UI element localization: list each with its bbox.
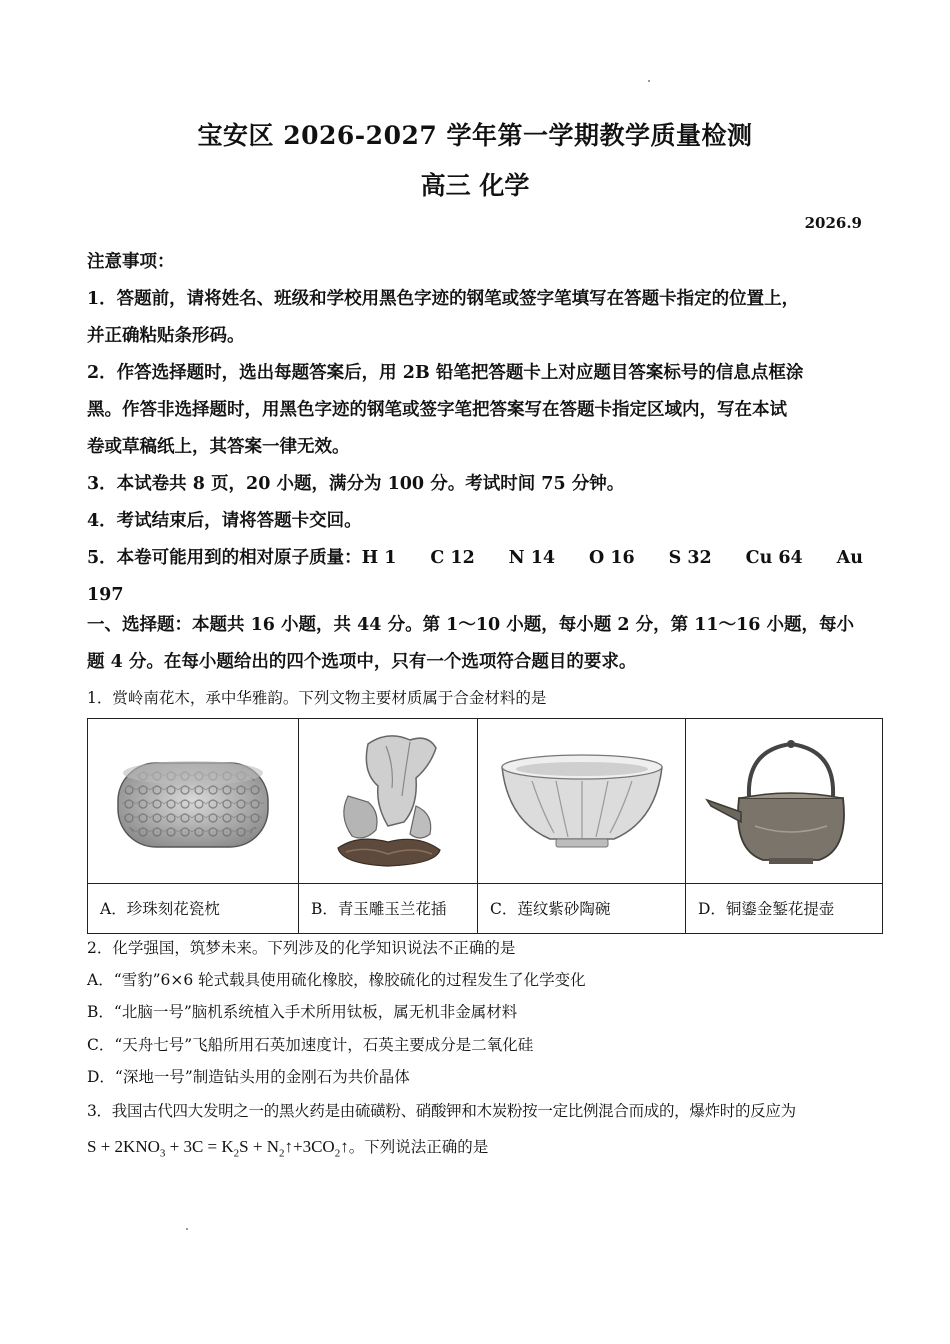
gilt-bronze-teapot-image xyxy=(686,719,882,883)
question-1-stem: 1．赏岭南花木，承中华雅韵。下列文物主要材质属于合金材料的是 xyxy=(87,689,547,707)
atom-mass: O 16 xyxy=(589,548,635,568)
section-heading xyxy=(87,607,863,681)
option-b-label: B．青玉雕玉兰花插 xyxy=(299,883,477,934)
jade-vase-image xyxy=(299,719,477,883)
gunpowder-equation: $S + 2KNO_3 + 3C = K_2S$ + $N_2↑+3CO_2↑$。下列说法正确的是 xyxy=(87,1137,489,1160)
question-3-stem: 3．我国古代四大发明之一的黑火药是由硫磺粉、硝酸钾和木炭粉按一定比例混合而成的，爆炸时的反应为 xyxy=(87,1102,796,1120)
note-4: 4．考试结束后，请将答题卡交回。 xyxy=(87,511,362,531)
option-b-cell[interactable] xyxy=(299,719,478,933)
question-2-option-d: D．“深地一号”制造钻头用的金刚石为共价晶体 xyxy=(87,1068,410,1086)
atom-mass: Cu 64 xyxy=(745,548,803,568)
scan-speck xyxy=(648,80,650,82)
note-2c: 卷或草稿纸上，其答案一律无效。 xyxy=(87,437,350,457)
note-2a: 2．作答选择题时，选出每题答案后，用 2B 铅笔把答题卡上对应题目答案标号的信息点框涂 xyxy=(87,363,804,383)
note-3: 3．本试卷共 8 页，20 小题，满分为 100 分。考试时间 75 分钟。 xyxy=(87,474,625,494)
question-2-stem: 2．化学强国，筑梦未来。下列涉及的化学知识说法不正确的是 xyxy=(87,939,516,957)
option-c-cell[interactable] xyxy=(478,719,686,933)
atom-mass: N 14 xyxy=(508,548,556,568)
exam-date: 2026.9 xyxy=(804,214,862,232)
question-2-option-b: B．“北脑一号”脑机系统植入手术所用钛板，属无机非金属材料 xyxy=(87,1003,518,1021)
question-2-option-a: A．“雪豹”6×6 轮式载具使用硫化橡胶，橡胶硫化的过程发生了化学变化 xyxy=(87,971,586,989)
note-5-prefix: 5．本卷可能用到的相对原子质量：H 1 xyxy=(87,548,397,568)
exam-title: 宝安区 2026-2027 学年第一学期教学质量检测 xyxy=(197,121,753,150)
lotus-bowl-image xyxy=(478,719,685,883)
notes-heading: 注意事项： xyxy=(87,252,175,272)
atom-mass: S 32 xyxy=(668,548,712,568)
porcelain-pillow-image xyxy=(88,719,298,883)
section-line-2: 题 4 分。在每小题给出的四个选项中，只有一个选项符合题目的要求。 xyxy=(87,652,637,672)
exam-subtitle: 高三 化学 xyxy=(420,171,530,200)
option-a-label: A．珍珠刻花瓷枕 xyxy=(88,883,298,934)
option-d-label: D．铜鎏金錾花提壶 xyxy=(686,883,882,934)
question-2-option-c: C．“天舟七号”飞船所用石英加速度计，石英主要成分是二氧化硅 xyxy=(87,1036,534,1054)
section-line-1: 一、选择题：本题共 16 小题，共 44 分。第 1～10 小题，每小题 2 分，第 11～16 小题，每小 xyxy=(87,615,855,635)
scan-speck xyxy=(186,1228,188,1230)
atom-mass: C 12 xyxy=(430,548,475,568)
note-5-tail: 197 xyxy=(87,585,124,605)
note-2b: 黑。作答非选择题时，用黑色字迹的钢笔或签字笔把答案写在答题卡指定区域内，写在本试 xyxy=(87,400,787,420)
option-c-label: C．莲纹紫砂陶碗 xyxy=(478,883,685,934)
question-3-tail: 。下列说法正确的是 xyxy=(348,1138,489,1156)
option-a-cell[interactable] xyxy=(88,719,299,933)
note-1a: 1．答题前，请将姓名、班级和学校用黑色字迹的钢笔或签字笔填写在答题卡指定的位置上， xyxy=(87,289,800,309)
notes-block xyxy=(87,244,863,614)
note-5-row xyxy=(87,540,863,577)
option-d-cell[interactable] xyxy=(686,719,882,933)
note-1b: 并正确粘贴条形码。 xyxy=(87,326,245,346)
question-1-options-table xyxy=(87,718,883,934)
atom-mass: Au xyxy=(836,548,863,568)
